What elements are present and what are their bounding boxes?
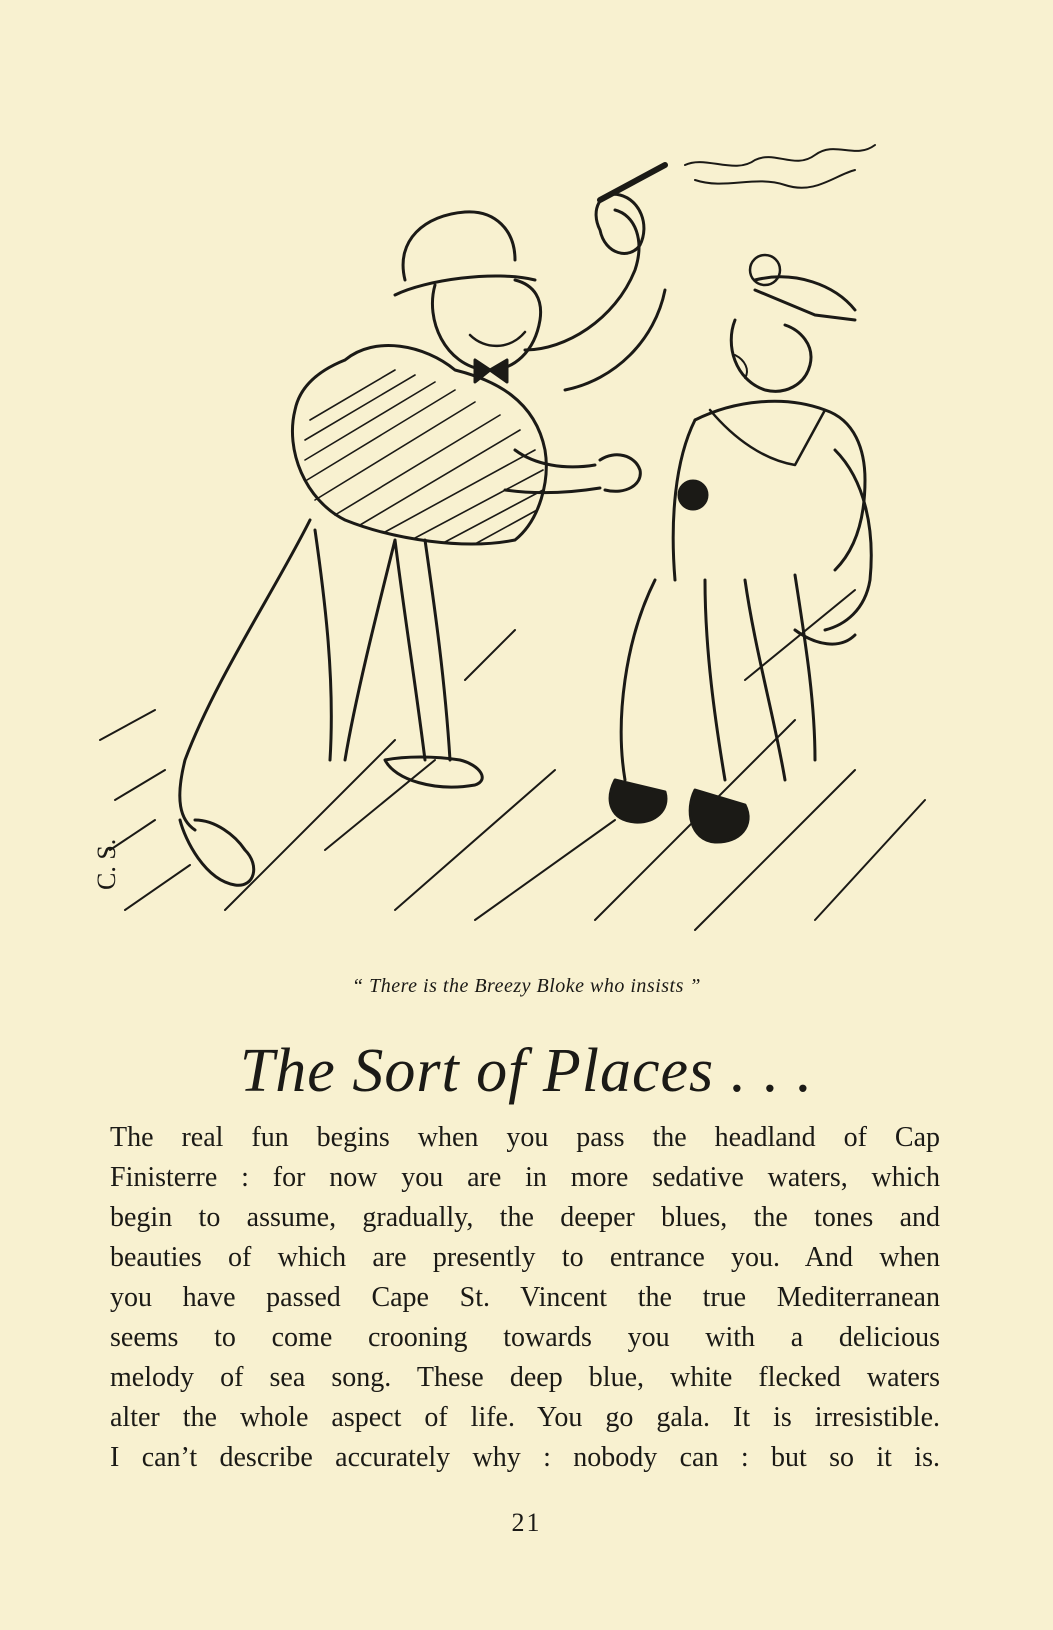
paragraph-line: Finisterre : for now you are in more sedative waters, which — [110, 1162, 940, 1193]
paragraph-line: alter the whole aspect of life. You go gala. It is irresistible. — [110, 1402, 940, 1433]
paragraph-line: you have passed Cape St. Vincent the true Mediterranean — [110, 1282, 940, 1313]
cartoon-illustration — [92, 120, 965, 950]
paragraph-line: begin to assume, gradually, the deeper blues, the tones and — [110, 1202, 940, 1233]
paragraph-line: beauties of which are presently to entrance you. And when — [110, 1242, 940, 1273]
paragraph-line: melody of sea song. These deep blue, white flecked waters — [110, 1362, 940, 1393]
paragraph-line: I can’t describe accurately why : nobody can : but so it is. — [110, 1442, 940, 1473]
paragraph-line: The real fun begins when you pass the headland of Cap — [110, 1122, 940, 1153]
page-number: 21 — [511, 1508, 542, 1537]
floor-lines — [100, 590, 925, 930]
body-paragraph — [110, 1118, 940, 1478]
illustration-caption: “ There is the Breezy Bloke who insists ” — [352, 975, 701, 997]
cigar-smoke — [685, 145, 875, 188]
paragraph-line: seems to come crooning towards you with a delicious — [110, 1322, 940, 1353]
artist-signature: C. S. — [92, 838, 121, 890]
section-heading: The Sort of Places . . . — [239, 1037, 814, 1105]
